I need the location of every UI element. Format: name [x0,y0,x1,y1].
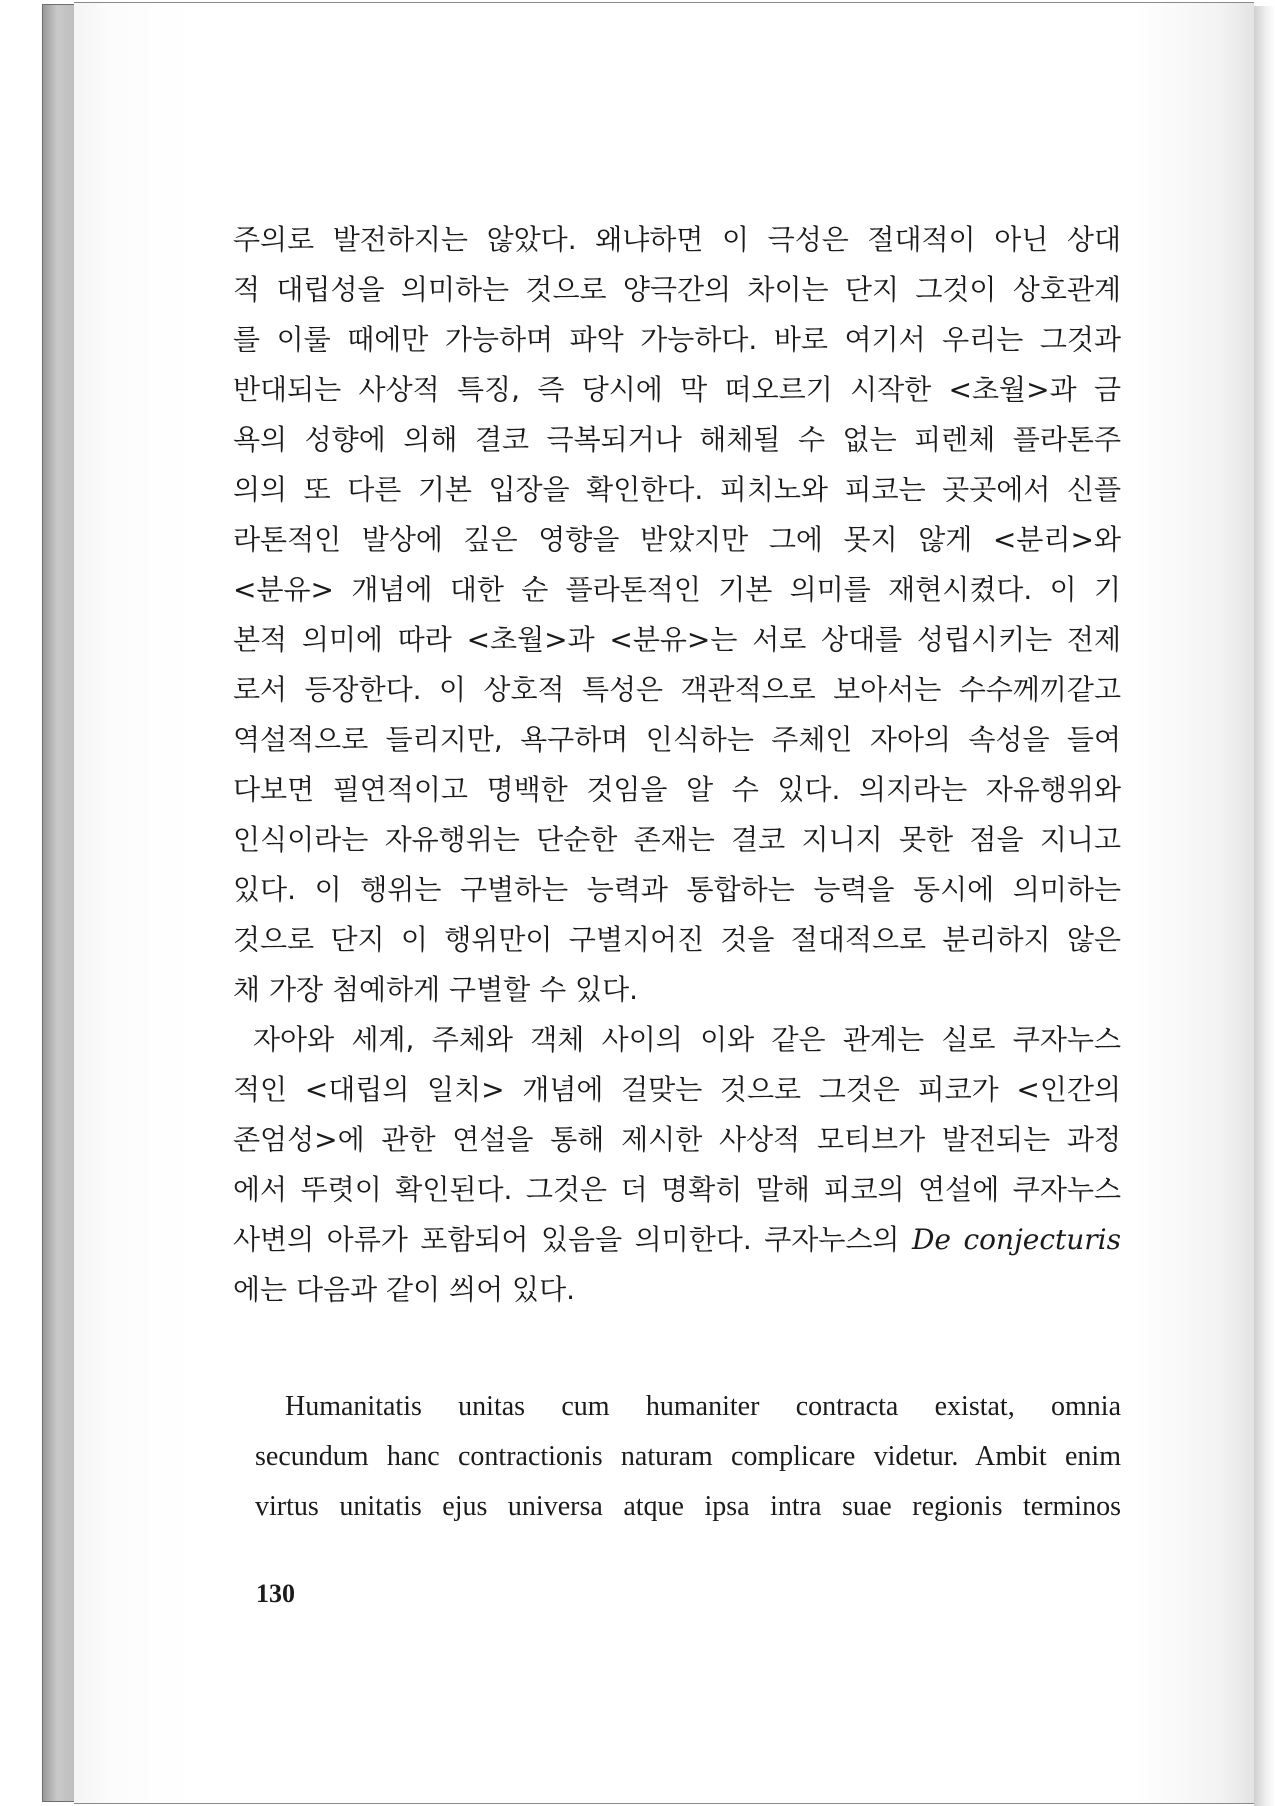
quote-line: virtus unitatis ejus universa atque ipsa intra suae regionis terminos [255,1491,1121,1522]
body-line: 의의 또 다른 기본 입장을 확인한다. 피치노와 피코는 곳곳에서 신플 [233,473,1121,506]
quote-line: secundum hanc contractionis naturam complicare videtur. Ambit enim [255,1441,1121,1472]
body-line: 욕의 성향에 의해 결코 극복되거나 해체될 수 없는 피렌체 플라톤주 [233,423,1121,456]
body-line: 적 대립성을 의미하는 것으로 양극간의 차이는 단지 그것이 상호관계 [233,273,1121,306]
book-spine-edge [42,4,76,1802]
body-line: 적인 <대립의 일치> 개념에 걸맞는 것으로 그것은 피코가 <인간의 [233,1073,1121,1106]
body-line: 를 이룰 때에만 가능하며 파악 가능하다. 바로 여기서 우리는 그것과 [233,323,1121,356]
body-line: 것으로 단지 이 행위만이 구별지어진 것을 절대적으로 분리하지 않은 [233,923,1121,956]
body-line: 역설적으로 들리지만, 욕구하며 인식하는 주체인 자아의 속성을 들여 [233,723,1121,756]
body-line: 채 가장 첨예하게 구별할 수 있다. [233,973,639,1006]
body-line: <분유> 개념에 대한 순 플라톤적인 기본 의미를 재현시켰다. 이 기 [233,573,1121,606]
body-line: 존엄성>에 관한 연설을 통해 제시한 사상적 모티브가 발전되는 과정 [233,1123,1121,1156]
body-line: 반대되는 사상적 특징, 즉 당시에 막 떠오르기 시작한 <초월>과 금 [233,373,1121,406]
body-text [233,215,1121,1315]
body-line: 로서 등장한다. 이 상호적 특성은 객관적으로 보아서는 수수께끼같고 [233,673,1121,706]
latin-quote-block [255,1382,1121,1532]
page-number: 130 [256,1579,295,1608]
body-line: 본적 의미에 따라 <초월>과 <분유>는 서로 상대를 성립시키는 전제 [233,623,1121,656]
page-right-shadow [1254,6,1275,1806]
body-line: 자아와 세계, 주체와 객체 사이의 이와 같은 관계는 실로 쿠자누스 [253,1023,1121,1056]
body-line-text: 사변의 아류가 포함되어 있음을 의미한다. 쿠자누스의 [233,1223,900,1256]
body-line: 에서 뚜렷이 확인된다. 그것은 더 명확히 말해 피코의 연설에 쿠자누스 [233,1173,1121,1206]
quote-line: Humanitatis unitas cum humaniter contracta existat, omnia [285,1391,1121,1422]
body-line: 다보면 필연적이고 명백한 것임을 알 수 있다. 의지라는 자유행위와 [233,773,1121,806]
latin-title: De conjecturis [911,1223,1121,1256]
body-line: 라톤적인 발상에 깊은 영향을 받았지만 그에 못지 않게 <분리>와 [233,523,1121,556]
body-line: 에는 다음과 같이 씌어 있다. [233,1273,576,1306]
body-line: 인식이라는 자유행위는 단순한 존재는 결코 지니지 못한 점을 지니고 [233,823,1121,856]
body-line-with-title [233,1215,1121,1265]
body-line: 주의로 발전하지는 않았다. 왜냐하면 이 극성은 절대적이 아닌 상대 [233,223,1121,256]
body-line: 있다. 이 행위는 구별하는 능력과 통합하는 능력을 동시에 의미하는 [233,873,1121,906]
